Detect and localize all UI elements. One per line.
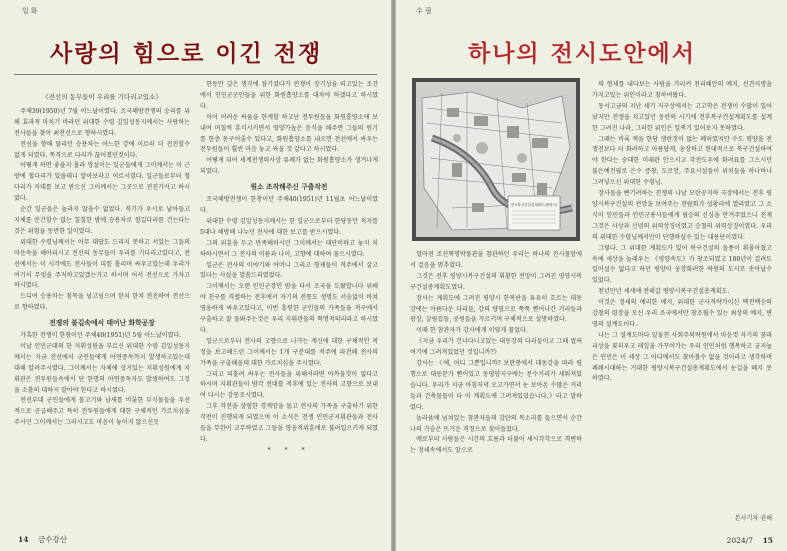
paragraph: 위대한 수령 김일성동지께서는 한 일군으로부터 한당동안 적지를 5대나 해방해 나누던 전사에 대한 보고를 받으시였다. bbox=[200, 217, 378, 236]
left-column-2 bbox=[200, 80, 378, 532]
paragraph: 어떻게 되어 세계전쟁력사상 류례가 없는 화원흡양소가 생겨나게 되였다. bbox=[200, 157, 378, 176]
paragraph: 드디여 승용차는 침목을 넘고넘으며 한치 한치 전진하여 전선으로 향하였다. bbox=[14, 293, 190, 312]
article-title: 하나의 전시도안에서 bbox=[468, 41, 696, 67]
paragraph: 동서고금의 지난 세기 지구상에서는 고고학은 전쟁이 수많이 일어났지만 전쟁을 치고있던 동란의 시기에 전후복구건설계획도를 설계한 그려진 나라, 그러한 위인은 일찌기 있어보지 못하였다. bbox=[592, 102, 772, 132]
paragraph: 전선부대 군인들에게 물고기와 남새를 비롯한 부식물들을 우선적으로 공급해주고 특히 전투원들에게 대한 구체적인 가르치심을 주시던 그이께서는 그러시고도 마음이 놓이지 않으신듯 bbox=[14, 397, 190, 427]
magazine-name: 금수강산 bbox=[37, 535, 67, 544]
paragraph: 이어 어려운 싸움을 한계할 하고난 전투원들을 화원흡양소에 보내여 며칠씩 휴식시키면서 영양가높은 음식을 해주면 그들의 원기를 한층 돋구어줄수 있다고, 화원흡양소를 내오면 전선에서 싸우는 전투원들이 훨씬 마음 놓고 싸울 것 같다고 하시였다. bbox=[200, 113, 378, 154]
paragraph: 그것은 전후 평양시복구건설의 휘황한 전망이 그려진 평양시복구건설총계획도였다. bbox=[410, 272, 582, 291]
right-column-1 bbox=[410, 250, 582, 532]
author-signature: 본사기자 권해 bbox=[734, 515, 772, 522]
paragraph: 이때 한 참관자가 강사에게 이렇게 물었다. bbox=[416, 327, 528, 335]
map-caption: 전시복구건설총계획도(평양시) bbox=[510, 203, 558, 207]
paragraph: 일군은 전사의 이야기와 어머니 그리고 형제들이 적주에서 살고있다는 사실을 말씀드리였었다. bbox=[200, 261, 378, 280]
left-column-1 bbox=[14, 92, 190, 532]
paragraph: 강사는 《예, 어디 그뿐입니까? 보란봉에서 대동강을 따라 평행으로 대동문가 뻗어있고 동평양지구에는 문수거리가 세워져있습니다. 우리가 지금 아침저녁 오고가면서 눈 보아온 수많은 거리들과 건축물들이 다 이 계획도에 그려져있었습니다.》라고 말하였다. bbox=[410, 360, 582, 411]
paragraph: 순간 일군들은 놀라지 않을수 없었다. 적기가 우시로 날아들고 지체를 분간할수 없는 칠칠한 밤에 승용차로 철길다리를 건는다는것은 위험을 동반한 일이였다. bbox=[14, 206, 190, 235]
paragraph: 장사들을 빤기려하는 전쟁의 나날 모란공지하 극장에서는 전후 평양시복구건설의 전망을 보여주는 전람회가 성황리에 열리였고 그 소식이 인민들과 인민군용사들에게 필승의 신심을 안겨주었으니 전재 그것은 사상과 신념의 위력상징이였고 승철의 위력상징이였다. 우리의 위대한 수령님께서만이 단행하실수 있는 대용단이였다. bbox=[592, 190, 772, 241]
city-plan-image bbox=[412, 78, 580, 241]
paragraph: 예로부터 사람들은 시간의 흐름과 더불어 새시각각으로 격변하는 정세속에서도 앞으로 bbox=[410, 436, 582, 455]
paragraph: 이날 인민군대의 한 지휘성원을 부르신 위대한 수령 김일성동지께서는 지금 전선에서 군인들에게 아연중독까지 발생하고있는데 대해 알려주시였다. 그이께서는 자체에 상거있는 지휘성원에게 지휘관은 전투원들속에서 단 한명의 아연중독자도 발생하여도 그것을 소홀히 대하지 말아야 한다고 하시였다. bbox=[14, 342, 190, 394]
paragraph: 가혹한 전쟁이 한창이던 주체40(1951)년 5월 어느날이였다. bbox=[20, 332, 182, 340]
title-rule bbox=[14, 74, 377, 75]
section-end-stars: * * * bbox=[267, 446, 311, 454]
left-page bbox=[0, 0, 391, 551]
paragraph: 주체39(1950)년 7월 어느날이였다. 조국해방전쟁의 승리를 위해 효과적 마치기 바라던 위대한 수령 김일성동지께서는 사랑하는 전사들을 찾아 최전선으로 향하시였다. bbox=[14, 107, 190, 137]
paragraph: 전선을 향해 달리던 승용차는 어느한 강에 이르러 더 전진할수 없게 되였다. 폭격으로 다리가 끊어졌던것이다. bbox=[14, 140, 190, 159]
paragraph: 그리고 피흘려 싸우는 전사들을 위해서라면 아까울것이 없다고 하시며 지휘관들이 밤각 전대를 적후에 있는 전사의 고향으로 보내여 다시는 감동조시였다. bbox=[200, 370, 378, 400]
plan-map-photo bbox=[412, 78, 580, 241]
signature-block bbox=[592, 514, 772, 528]
section-label: 수필 bbox=[416, 7, 434, 15]
paragraph: 그이께서는 오랜 인민군장인 밤을 타서 조국을 도왔합니다 위해야 친구를 격렬하는 전후에서 자기의 전통도 생명도 서슴없이 바쳐 영웅하게 싸우고있다고, 이번 흥원한 군인들의 가족들을 적구에서 구출하고 잘 돌봐주는것은 우리 지휘관들의 혁명적의리라고 하시였다. bbox=[200, 283, 378, 334]
right-page bbox=[396, 0, 787, 551]
right-column-2 bbox=[592, 80, 772, 510]
right-footer bbox=[727, 536, 773, 545]
paragraph: 어떻게 하면 좋을지 몰라 망설이는 일군들에게 그이께서는 이 근방에 철다리가 있을테니 알아보라고 이르시였다. 일군들로부터 철다리가 지대를 보고 받으신 그이께서는 그곳으로 전진가자고 하시였다. bbox=[14, 162, 190, 203]
section-label: 일화 bbox=[22, 7, 40, 15]
paragraph: 일군으로부터 전사의 고향으로 나가는 계신에 대한 구체적인 적정을 보고해드린 그이께서는 1개 구분대를 적주에 파견해 전사의 가족을 구출해올데 대한 가르치심을 주시였다. bbox=[200, 337, 378, 367]
paragraph: 위대한 수령님께서는 아무 대답도 드리지 못하고 서있는 그들의 마음속을 헤아리시고 전선의 동무들이 우리를 기다리고있다고, 전선에서는 이 시각에도 전사들이 피를 흘리며 싸우고있는데 우리가 여기서 무엇을 주저하고있겠는가고 하시며 어서 전선으로 가자고 하시였다. bbox=[14, 238, 190, 290]
episode-3-subtitle: 원소 조작해주신 구출작전 bbox=[250, 183, 328, 192]
episode-1-subtitle: 《전선의 동무들이 우리를 기다리고있소》 bbox=[42, 93, 162, 101]
left-footer bbox=[18, 534, 67, 545]
page-number: 15 bbox=[762, 536, 773, 545]
page-number: 14 bbox=[18, 535, 29, 544]
paragraph: 천년만년 세세에 전해갈 평양시복구건설총계획도. bbox=[598, 288, 730, 296]
paragraph: 그후 작전을 삼엄한 경계망을 돌고 전사의 가족을 구출하기 위한 작전이 진행되게 되였으며 이 소식은 전쟁 인민군지휘관들과 전사들을 무한이 교무하였고 그들을 영웅적위훈에로 불러일으키게 되였다. bbox=[200, 403, 378, 443]
article-title: 사랑의 힘으로 이긴 전쟁 bbox=[50, 41, 323, 67]
paragraph: 그렇다. 그 위대한 계획도가 있어 복구건설의 돌풍이 휘몰아쳤고 속에 세상을 놀래우는 《평양속도》가 창조되였고 100년이 걸려도 일어설수 없다고 하던 평양이 웅장화려한 락원의 도시로 솟아날수 있었다. bbox=[592, 244, 772, 285]
paragraph: 한동안 깊은 생각에 잠기셨다가 전쟁이 장기성을 띠고있는 조건에서 인민군군인들을 위한 화원흡양소를 대차야 하겠다고 하시였다. bbox=[200, 81, 378, 110]
paragraph: 《지금 우리가 건너다니고있는 대동강의 다리들이고 그때 벌써 여기에 그려져있었던 것입니까?》 bbox=[410, 338, 582, 357]
paragraph: 놀라움에 넘쳐있는 참관자들의 감탄의 목소리를 들으면서 순간 나의 가슴은 뜨거운 격정으로 젖어들었다. bbox=[410, 414, 582, 433]
paragraph: 장사는 계획도에 그려진 평양시 한복판을 유유히 흐르는 대동강에는 아름다운 다리들, 강의 량옆으로 쭉쭉 뻗어나간 거리들과 광장, 살림집들, 공원들을 가르키며 구체적으로 설명하였다. bbox=[410, 294, 582, 324]
paragraph: 나는 그 설계도마다 밑둘천 사회주의락원에서 마음껏 자기의 꿈과 리상을 꽃피우고 래일을 가꾸어가는 우리 인민처럼 행복하고 궁지높은 인민은 이 세상 그 어디에서도 찾아볼수 없을 것이라고 생각하며 폐쇄시대하는 거대한 평양시복구건설총계획도에서 눈길을 떼지 못하였다. bbox=[592, 331, 772, 383]
paragraph: 그의 위훈을 두고 만족해하시던 그이께서는 대단히하고 놓지 치하하시면서 그 전사의 이름과 나이, 고향에 대하여 물으시였다. bbox=[200, 239, 378, 258]
episode-2-subtitle: 전쟁의 불길속에서 태어난 화학공장 bbox=[49, 319, 155, 328]
paragraph: 의 형세를 내다보는 사람을 가리켜 천리혜안의 예지, 선견지명을 가지고있는 위인이라고 칭하여왔다. bbox=[592, 81, 772, 99]
paragraph: 그때는 비록 잭을 한당 생판것이 없는 폐허였지만 수도 평양을 전쟁전보다 더 화려하고 아름답게, 웅장하고 현대적으로 복구건설하여야 한다는 숭대한 미래관 안으시고 각전도우에 화려표를 그으시던 불은예견필로 은수 증창, 도로망, 주요시설들이 위치들을 하나하나 그려넣으신 위대한 수령님. bbox=[592, 135, 772, 187]
paragraph: 얼마전 조선혁명박물관을 참관하던 우리는 하나의 전시물앞에서 걸음을 멈추었다. bbox=[410, 251, 582, 269]
paragraph: 이것은 정세의 예리한 예지, 위대한 군사적략가이신 백전백승의 강철의 령장을 모신 우리 조국에서만 창조될수 있는 최상의 예지, 변영의 설계도이다. bbox=[592, 299, 772, 328]
issue-date: 2024/7 bbox=[726, 536, 754, 545]
paragraph: 조국해방전쟁이 한창이던 주체40(1951)년 11월초 어느날이였다. bbox=[200, 196, 378, 214]
